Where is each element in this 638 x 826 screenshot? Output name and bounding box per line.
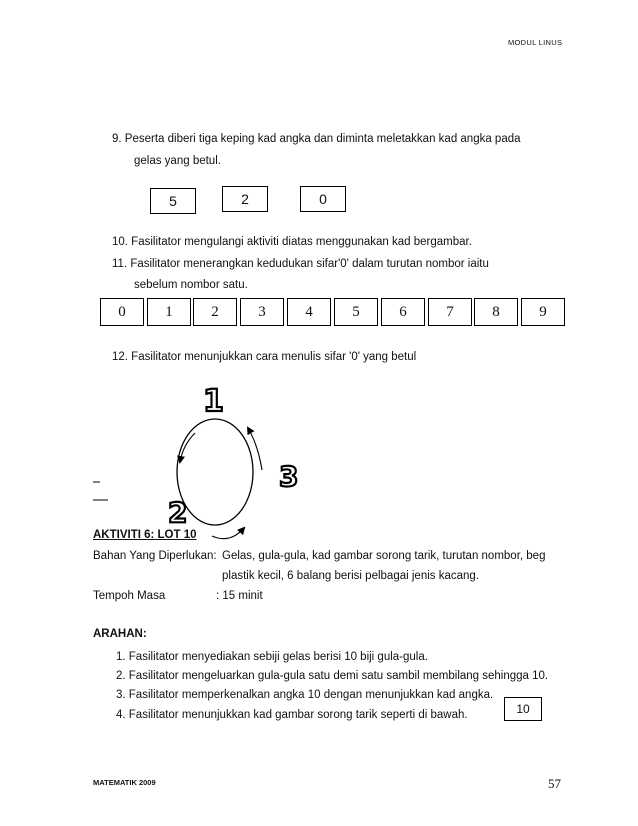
number-card-5: 5 xyxy=(334,298,378,326)
arahan-item-1: 1. Fasilitator menyediakan sebiji gelas berisi 10 biji gula-gula. xyxy=(116,651,428,663)
step-9-line-2: gelas yang betul. xyxy=(134,155,221,167)
step-11-line-1: 11. Fasilitator menerangkan kedudukan sifar'0' dalam turutan nombor iaitu xyxy=(112,258,489,270)
arahan-heading: ARAHAN: xyxy=(93,628,147,640)
time-label: Tempoh Masa xyxy=(93,590,166,602)
outlined-numeral-1 xyxy=(203,384,224,419)
number-card-4: 4 xyxy=(287,298,331,326)
number-card-10: 10 xyxy=(504,697,542,721)
materials-line-2: plastik kecil, 6 balang berisi pelbagai jenis kacang. xyxy=(222,570,479,582)
digit-card-2: 2 xyxy=(222,186,268,212)
number-card-2: 2 xyxy=(193,298,237,326)
arahan-item-3: 3. Fasilitator memperkenalkan angka 10 dengan menunjukkan kad angka. xyxy=(116,689,494,701)
number-card-8: 8 xyxy=(474,298,518,326)
arrow-top-left xyxy=(180,433,195,462)
activity-heading: AKTIVITI 6: LOT 10 xyxy=(93,529,197,541)
header-title: MODUL LINUS xyxy=(508,38,563,47)
number-card-3: 3 xyxy=(240,298,284,326)
time-value: : 15 minit xyxy=(216,590,263,602)
number-card-6: 6 xyxy=(381,298,425,326)
arahan-item-4: 4. Fasilitator menunjukkan kad gambar sorong tarik seperti di bawah. xyxy=(116,709,468,721)
step-label-1: 1 xyxy=(203,384,224,419)
arahan-item-2: 2. Fasilitator mengeluarkan gula-gula satu demi satu sambil membilang sehingga 10. xyxy=(116,670,549,682)
outlined-numeral-3 xyxy=(279,460,298,493)
footer-left: MATEMATIK 2009 xyxy=(93,778,156,787)
number-card-1: 1 xyxy=(147,298,191,326)
page-number: 57 xyxy=(548,776,561,791)
number-card-9: 9 xyxy=(521,298,565,326)
number-card-0: 0 xyxy=(100,298,144,326)
arrow-right xyxy=(248,428,262,470)
outlined-numeral-2 xyxy=(168,496,187,529)
step-label-3: 3 xyxy=(279,460,299,493)
digit-card-0: 0 xyxy=(300,186,346,212)
step-11-line-2: sebelum nombor satu. xyxy=(134,279,248,291)
number-card-7: 7 xyxy=(428,298,472,326)
digit-card-5: 5 xyxy=(150,188,196,214)
step-10: 10. Fasilitator mengulangi aktiviti diatas menggunakan kad bergambar. xyxy=(112,236,472,248)
step-label-2: 2 xyxy=(168,496,188,529)
step-12: 12. Fasilitator menunjukkan cara menulis sifar '0' yang betul xyxy=(112,351,417,363)
step-9-line-1: 9. Peserta diberi tiga keping kad angka dan diminta meletakkan kad angka pada xyxy=(112,133,521,145)
materials-label: Bahan Yang Diperlukan: xyxy=(93,550,217,562)
arrow-bottom xyxy=(212,528,244,539)
materials-line-1: Gelas, gula-gula, kad gambar sorong tarik, turutan nombor, beg xyxy=(222,550,546,562)
zero-ellipse xyxy=(177,419,253,525)
